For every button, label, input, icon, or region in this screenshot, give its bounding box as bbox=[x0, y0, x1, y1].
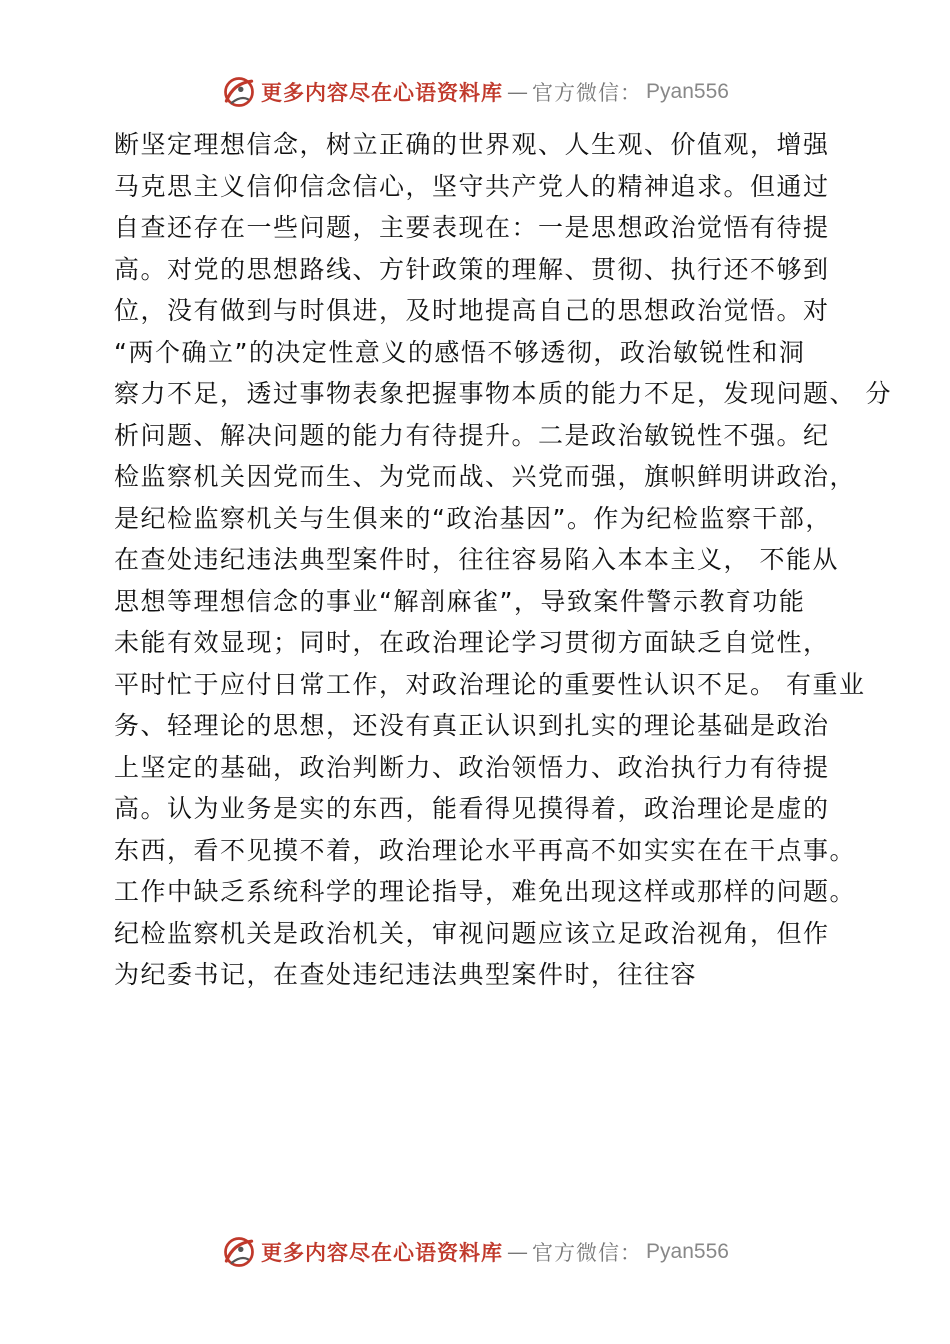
footer-watermark bbox=[0, 1232, 950, 1272]
text-line: 位，没有做到与时俱进，及时地提高自己的思想政治觉悟。对 bbox=[114, 296, 830, 325]
text-line: 察力不足，透过事物表象把握事物本质的能力不足，发现问题、 分 bbox=[114, 379, 892, 408]
text-line: 平时忙于应付日常工作，对政治理论的重要性认识不足。 有重业 bbox=[114, 669, 866, 699]
header-watermark bbox=[0, 72, 950, 112]
text-line: 在查处违纪违法典型案件时，往往容易陷入本本主义， 不能从 bbox=[114, 545, 839, 574]
text-line: 高。认为业务是实的东西，能看得见摸得着，政治理论是虚的 bbox=[114, 794, 830, 823]
watermark-main-text: 更多内容尽在心语资料库 bbox=[261, 80, 504, 105]
text-line: 为纪委书记，在查处违纪违法典型案件时，往往容 bbox=[114, 960, 698, 989]
text-line: 自查还存在一些问题，主要表现在：一是思想政治觉悟有待提 bbox=[114, 213, 830, 242]
text-line: 马克思主义信仰信念信心，坚守共产党人的精神追求。但通过 bbox=[114, 171, 830, 201]
watermark-sub-text: 官方微信： bbox=[532, 1241, 643, 1265]
text-line: 东西，看不见摸不着，政治理论水平再高不如实实在在干点事。 bbox=[114, 835, 857, 865]
text-line: 高。对党的思想路线、方针政策的理解、贯彻、执行还不够到 bbox=[114, 254, 830, 284]
text-line: 断坚定理想信念，树立正确的世界观、人生观、价值观，增强 bbox=[114, 130, 830, 159]
logo-icon bbox=[221, 74, 257, 110]
logo-icon bbox=[221, 1234, 257, 1270]
watermark-sub-text: 官方微信： bbox=[532, 81, 643, 105]
text-line: 检监察机关因党而生、为党而战、兴党而强，旗帜鲜明讲政治， bbox=[114, 462, 857, 491]
watermark-dash: — bbox=[507, 1240, 529, 1264]
text-line: “两个确立”的决定性意义的感悟不够透彻，政治敏锐性和洞 bbox=[114, 337, 806, 367]
watermark-wechat-id: Pyan556 bbox=[646, 80, 729, 103]
text-line: 务、轻理论的思想，还没有真正认识到扎实的理论基础是政治 bbox=[114, 711, 830, 740]
text-line: 是纪检监察机关与生俱来的“政治基因”。作为纪检监察干部， bbox=[114, 503, 832, 533]
text-line: 工作中缺乏系统科学的理论指导，难免出现这样或那样的问题。 bbox=[114, 877, 857, 906]
text-line: 析问题、解决问题的能力有待提升。二是政治敏锐性不强。纪 bbox=[114, 420, 830, 450]
text-line: 未能有效显现；同时，在政治理论学习贯彻方面缺乏自觉性， bbox=[114, 628, 830, 657]
watermark-main-text: 更多内容尽在心语资料库 bbox=[261, 1240, 504, 1265]
text-line: 纪检监察机关是政治机关，审视问题应该立足政治视角，但作 bbox=[114, 918, 830, 948]
document-body bbox=[114, 124, 892, 996]
text-line: 上坚定的基础，政治判断力、政治领悟力、政治执行力有待提 bbox=[114, 752, 830, 782]
watermark-dash: — bbox=[507, 80, 529, 104]
watermark-wechat-id: Pyan556 bbox=[646, 1240, 729, 1263]
text-line: 思想等理想信念的事业“解剖麻雀”，导致案件警示教育功能 bbox=[114, 586, 806, 616]
